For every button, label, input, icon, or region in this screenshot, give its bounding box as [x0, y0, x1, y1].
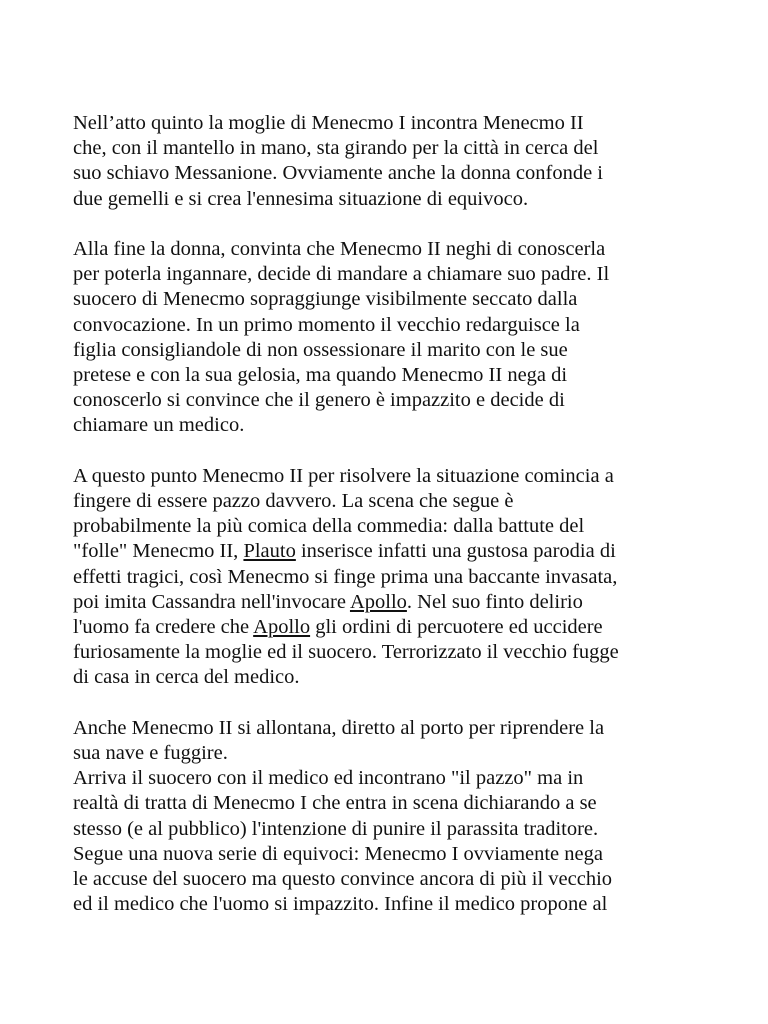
text-segment: stesso (e al pubblico) l'intenzione di punire il parassita traditore. — [73, 817, 599, 840]
text-line — [73, 539, 703, 564]
paragraph — [73, 237, 703, 439]
paragraph — [73, 766, 703, 917]
text-segment: "folle" Menecmo II, — [73, 540, 244, 563]
paragraph — [73, 716, 703, 766]
text-line — [73, 791, 703, 816]
paragraph — [73, 464, 703, 691]
text-segment: A questo punto Menecmo II per risolvere la situazione comincia a — [73, 464, 614, 487]
text-line — [73, 262, 703, 287]
text-line — [73, 867, 703, 892]
text-segment: per poterla ingannare, decide di mandare a chiamare suo padre. Il — [73, 263, 610, 286]
text-line — [73, 464, 703, 489]
text-line — [73, 413, 703, 438]
text-line — [73, 363, 703, 388]
text-line — [73, 313, 703, 338]
text-line — [73, 590, 703, 615]
text-segment: probabilmente la più comica della commedia: dalla battute del — [73, 515, 585, 538]
text-segment: Anche Menecmo II si allontana, diretto al porto per riprendere la — [73, 716, 605, 739]
text-line — [73, 892, 703, 917]
text-segment: . Nel suo finto delirio — [406, 590, 583, 613]
text-line — [73, 514, 703, 539]
text-line — [73, 237, 703, 262]
text-line — [73, 817, 703, 842]
text-segment: figlia consigliandole di non ossessionare il marito con le sue — [73, 338, 568, 361]
text-line — [73, 187, 703, 212]
document-page — [73, 111, 703, 943]
text-line — [73, 161, 703, 186]
text-segment: effetti tragici, così Menecmo si finge prima una baccante invasata, — [73, 565, 618, 588]
text-segment: conoscerlo si convince che il genero è impazzito e decide di — [73, 389, 565, 412]
text-line — [73, 565, 703, 590]
text-segment: inserisce infatti una gustosa parodia di — [295, 540, 616, 563]
text-line — [73, 388, 703, 413]
text-segment: Segue una nuova serie di equivoci: Menecmo I ovviamente nega — [73, 842, 603, 865]
text-segment: sua nave e fuggire. — [73, 742, 228, 765]
text-line — [73, 716, 703, 741]
wiki-link[interactable]: Apollo — [349, 590, 407, 613]
text-segment: due gemelli e si crea l'ennesima situazione di equivoco. — [73, 187, 529, 210]
text-segment: fingere di essere pazzo davvero. La scena che segue è — [73, 490, 514, 513]
text-segment: realtà di tratta di Menecmo I che entra in scena dichiarando a se — [73, 792, 597, 815]
text-line — [73, 665, 703, 690]
text-line — [73, 741, 703, 766]
text-line — [73, 766, 703, 791]
text-line — [73, 489, 703, 514]
text-segment: Nell’atto quinto la moglie di Menecmo I incontra Menecmo II — [73, 112, 584, 134]
text-segment: suo schiavo Messanione. Ovviamente anche la donna confonde i — [73, 162, 603, 185]
text-line — [73, 136, 703, 161]
text-line — [73, 615, 703, 640]
text-segment: che, con il mantello in mano, sta girando per la città in cerca del — [73, 137, 599, 160]
text-line — [73, 842, 703, 867]
text-line — [73, 338, 703, 363]
text-line — [73, 287, 703, 312]
text-segment: l'uomo fa credere che — [73, 616, 254, 639]
text-segment: gli ordini di percuotere ed uccidere — [310, 616, 603, 639]
text-segment: convocazione. In un primo momento il vecchio redarguisce la — [73, 313, 580, 336]
text-segment: Alla fine la donna, convinta che Menecmo II neghi di conoscerla — [73, 238, 606, 260]
text-segment: ed il medico che l'uomo si impazzito. Infine il medico propone al — [73, 893, 608, 916]
wiki-link[interactable]: Apollo — [253, 616, 311, 639]
text-segment: chiamare un medico. — [73, 414, 245, 437]
text-segment: furiosamente la moglie ed il suocero. Terrorizzato il vecchio fugge — [73, 641, 619, 664]
text-segment: di casa in cerca del medico. — [73, 666, 300, 689]
text-segment: suocero di Menecmo sopraggiunge visibilmente seccato dalla — [73, 288, 578, 311]
text-segment: Arriva il suocero con il medico ed incontrano "il pazzo" ma in — [73, 767, 584, 790]
paragraph — [73, 111, 703, 212]
text-line — [73, 640, 703, 665]
text-segment: poi imita Cassandra nell'invocare — [73, 590, 350, 613]
text-line — [73, 111, 703, 136]
text-segment: pretese e con la sua gelosia, ma quando Menecmo II nega di — [73, 364, 568, 387]
wiki-link[interactable]: Plauto — [243, 540, 296, 563]
text-segment: le accuse del suocero ma questo convince ancora di più il vecchio — [73, 868, 613, 891]
